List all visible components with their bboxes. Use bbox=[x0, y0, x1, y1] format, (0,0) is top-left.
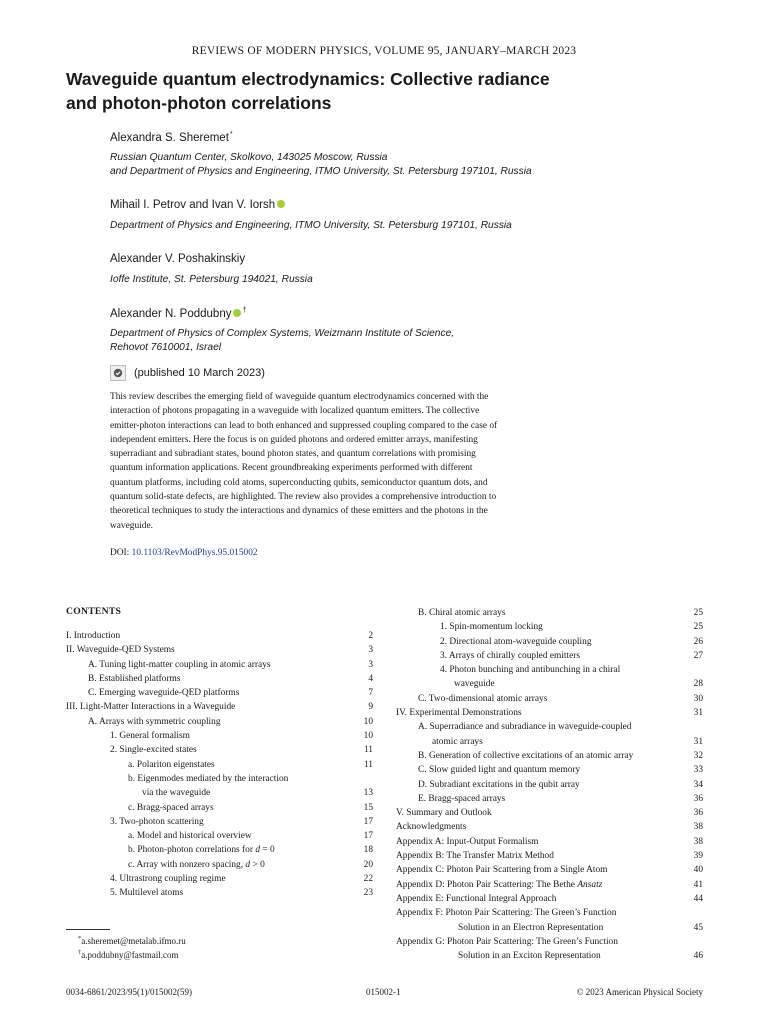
toc-entry-page: 13 bbox=[363, 788, 373, 799]
toc-entry-title: 3. Arrays of chirally coupled emitters bbox=[440, 650, 581, 661]
toc-entry-title: Solution in an Electron Representation bbox=[458, 922, 604, 933]
toc-entry-page: 36 bbox=[693, 793, 703, 804]
toc-right-column bbox=[396, 606, 703, 963]
abstract bbox=[110, 390, 562, 533]
toc-entry-title: Solution in an Exciton Representation bbox=[458, 951, 601, 962]
toc-entry-title: A. Tuning light-matter coupling in atomic arrays bbox=[88, 659, 271, 670]
toc-entry[interactable] bbox=[66, 658, 373, 672]
abstract-line: independent emitters. Here the focus is on guided photons and ordered emitter arrays, manifesting bbox=[110, 434, 478, 445]
toc-entry-page: 46 bbox=[693, 951, 703, 962]
affiliation-4 bbox=[110, 327, 454, 354]
toc-entry-page: 38 bbox=[693, 836, 703, 847]
toc-entry[interactable] bbox=[66, 700, 373, 714]
toc-entry[interactable] bbox=[66, 829, 373, 843]
affiliation-line: Department of Physics of Complex Systems, Weizmann Institute of Science, bbox=[110, 328, 455, 339]
footnote-mark: * bbox=[78, 935, 82, 942]
toc-entry-title: a. Model and historical overview bbox=[128, 831, 252, 842]
toc-entry-title: II. Waveguide-QED Systems bbox=[66, 645, 175, 656]
toc-entry[interactable] bbox=[396, 620, 703, 634]
toc-entry-title: Appendix G: Photon Pair Scattering: The Green’s Function bbox=[396, 936, 618, 947]
toc-entry-title: 1. General formalism bbox=[110, 731, 190, 742]
abstract-line: quantum information applications. Recent groundbreaking experiments performed with different bbox=[110, 463, 473, 474]
toc-entry-title: a. Polariton eigenstates bbox=[128, 759, 215, 770]
toc-entry-page: 26 bbox=[693, 636, 703, 647]
toc-entry[interactable] bbox=[396, 763, 703, 777]
toc-entry-title: b. Photon-photon correlations for d = 0 bbox=[128, 845, 275, 856]
toc-entry-title: 4. Ultrastrong coupling regime bbox=[110, 874, 226, 885]
toc-entry[interactable] bbox=[396, 806, 703, 820]
abstract-line: superradiant and subradiant states, bound photon states, and quantum correlations with promising bbox=[110, 449, 476, 460]
toc-entry[interactable] bbox=[66, 872, 373, 886]
toc-entry[interactable] bbox=[396, 606, 703, 620]
affiliation-line: Ioffe Institute, St. Petersburg 194021, Russia bbox=[110, 274, 313, 285]
affiliation-line: Department of Physics and Engineering, ITMO University, St. Petersburg 197101, Russia bbox=[110, 220, 512, 231]
toc-entry[interactable] bbox=[66, 643, 373, 657]
toc-entry-title: A. Arrays with symmetric coupling bbox=[88, 716, 221, 727]
footer-issn: 0034-6861/2023/95(1)/015002(59) bbox=[66, 987, 192, 997]
toc-entry-title: Appendix F: Photon Pair Scattering: The Green’s Function bbox=[396, 908, 617, 919]
toc-entry-title: b. Eigenmodes mediated by the interaction bbox=[128, 773, 289, 784]
toc-entry[interactable] bbox=[66, 801, 373, 815]
toc-entry-page: 22 bbox=[363, 874, 373, 885]
toc-entry[interactable] bbox=[66, 715, 373, 729]
footnote-divider bbox=[66, 929, 110, 930]
author-name-text: Alexandra S. Sheremet bbox=[110, 131, 229, 144]
toc-entry-page: 17 bbox=[363, 831, 373, 842]
footer-page-number: 015002-1 bbox=[366, 987, 401, 997]
footnote-1 bbox=[78, 935, 186, 946]
footnote-2 bbox=[78, 949, 179, 960]
toc-entry[interactable] bbox=[396, 692, 703, 706]
toc-entry-page: 39 bbox=[693, 851, 703, 862]
toc-entry-title: via the waveguide bbox=[142, 788, 211, 799]
toc-entry-title: B. Chiral atomic arrays bbox=[418, 608, 506, 618]
toc-entry-title: III. Light-Matter Interactions in a Waveguide bbox=[66, 702, 236, 713]
affiliation-line: and Department of Physics and Engineering, ITMO University, St. Petersburg 197101, Russia bbox=[110, 165, 532, 177]
toc-entry-page: 15 bbox=[363, 802, 373, 813]
abstract-line: This review describes the emerging field of waveguide quantum electrodynamics concerned with the bbox=[110, 392, 489, 402]
journal-header: REVIEWS OF MODERN PHYSICS, VOLUME 95, JANUARY–MARCH 2023 bbox=[191, 45, 577, 57]
footnote-mark[interactable]: * bbox=[229, 131, 233, 138]
toc-entry[interactable] bbox=[396, 849, 703, 863]
toc-entry[interactable] bbox=[396, 735, 703, 749]
author-name-4 bbox=[110, 307, 246, 320]
toc-entry-title: Acknowledgments bbox=[396, 822, 467, 833]
toc-entry[interactable] bbox=[396, 935, 703, 949]
toc-entry-title: Appendix B: The Transfer Matrix Method bbox=[396, 851, 554, 862]
toc-entry-title: A. Superradiance and subradiance in waveguide-coupled bbox=[418, 722, 632, 733]
abstract-line: quantum solid-state defects, are highlighted. The review also provides a comprehensive introduction to bbox=[110, 492, 497, 503]
toc-entry[interactable] bbox=[66, 672, 373, 686]
toc-entry-title: c. Bragg-spaced arrays bbox=[128, 802, 214, 813]
toc-entry[interactable] bbox=[66, 886, 373, 900]
toc-entry[interactable] bbox=[396, 820, 703, 834]
toc-entry-title: Appendix A: Input-Output Formalism bbox=[396, 836, 539, 847]
toc-entry-title: c. Array with nonzero spacing, d > 0 bbox=[128, 859, 265, 870]
toc-entry-title: Appendix C: Photon Pair Scattering from a Single Atom bbox=[396, 865, 608, 876]
toc-entry-title: E. Bragg-spaced arrays bbox=[418, 793, 506, 804]
author-name-text: Alexander V. Poshakinskiy bbox=[110, 253, 246, 265]
toc-entry-page: 44 bbox=[693, 893, 703, 904]
toc-entry-page: 36 bbox=[693, 808, 703, 819]
toc-entry[interactable] bbox=[396, 649, 703, 663]
toc-entry-title: Appendix D: Photon Pair Scattering: The Bethe Ansatz bbox=[396, 879, 603, 890]
toc-entry-page: 30 bbox=[693, 693, 703, 704]
toc-entry-page: 25 bbox=[693, 622, 703, 633]
toc-entry-title: 5. Multilevel atoms bbox=[110, 888, 184, 899]
title-line-1: Waveguide quantum electrodynamics: Collective radiance bbox=[66, 69, 550, 89]
toc-entry-page: 45 bbox=[693, 922, 703, 933]
toc-entry-title: B. Established platforms bbox=[88, 673, 181, 684]
toc-entry-page: 18 bbox=[363, 845, 373, 856]
toc-entry-title: B. Generation of collective excitations of an atomic array bbox=[418, 750, 634, 761]
toc-entry-title: C. Emerging waveguide-QED platforms bbox=[88, 688, 240, 699]
toc-entry-page: 3 bbox=[368, 645, 373, 656]
toc-entry-page: 10 bbox=[363, 731, 373, 742]
author-name-text: Alexander N. Poddubny bbox=[110, 307, 232, 320]
toc-entry-title: 1. Spin-momentum locking bbox=[440, 622, 543, 633]
toc-entry-title: atomic arrays bbox=[432, 736, 483, 747]
toc-entry-title: Appendix E: Functional Integral Approach bbox=[396, 893, 557, 904]
toc-entry[interactable] bbox=[396, 863, 703, 877]
toc-entry[interactable] bbox=[396, 892, 703, 906]
affiliation-3 bbox=[110, 273, 313, 287]
abstract-line: quantum platforms, including cold atoms, superconducting qubits, semiconductor quantum dots, and bbox=[110, 477, 488, 488]
toc-entry[interactable] bbox=[396, 835, 703, 849]
toc-entry[interactable] bbox=[66, 815, 373, 829]
toc-entry-page: 4 bbox=[368, 673, 373, 684]
toc-entry-title: waveguide bbox=[454, 679, 495, 690]
published-line bbox=[110, 365, 265, 381]
toc-entry[interactable] bbox=[66, 843, 373, 857]
toc-entry[interactable] bbox=[396, 720, 703, 734]
doi-line bbox=[110, 548, 258, 558]
affiliation-line: Rehovot 7610001, Israel bbox=[110, 341, 222, 353]
paper-title bbox=[66, 67, 686, 115]
toc-entry[interactable] bbox=[396, 949, 703, 963]
toc-entry[interactable] bbox=[66, 858, 373, 872]
affiliation-1 bbox=[110, 151, 532, 178]
toc-entry-page: 7 bbox=[368, 688, 373, 699]
abstract-line: waveguide. bbox=[110, 520, 153, 531]
toc-entry[interactable] bbox=[66, 629, 373, 643]
abstract-line: theoretical techniques to study the interactions and dynamics of these emitters and the photons in the bbox=[110, 506, 488, 517]
toc-entry[interactable] bbox=[66, 729, 373, 743]
toc-entry[interactable] bbox=[396, 921, 703, 935]
toc-entry-title: IV. Experimental Demonstrations bbox=[396, 708, 522, 719]
toc-entry-page: 33 bbox=[693, 765, 703, 776]
toc-entry[interactable] bbox=[396, 878, 703, 892]
toc-entry[interactable] bbox=[66, 772, 373, 786]
toc-entry[interactable] bbox=[66, 686, 373, 700]
toc-entry-page: 31 bbox=[693, 708, 703, 719]
toc-entry[interactable] bbox=[396, 706, 703, 720]
toc-entry-title: 2. Directional atom-waveguide coupling bbox=[440, 636, 592, 647]
toc-left-column bbox=[66, 629, 373, 901]
toc-entry[interactable] bbox=[396, 677, 703, 691]
toc-entry-title: D. Subradiant excitations in the qubit array bbox=[418, 779, 580, 790]
abstract-line: interaction of photons propagating in a waveguide with localized quantum emitters. The collective bbox=[110, 406, 480, 417]
toc-entry[interactable] bbox=[66, 743, 373, 757]
toc-entry-page: 34 bbox=[693, 779, 703, 790]
toc-entry-page: 25 bbox=[693, 608, 703, 618]
toc-entry-page: 11 bbox=[363, 759, 373, 770]
toc-entry[interactable] bbox=[396, 778, 703, 792]
contents-heading: CONTENTS bbox=[66, 606, 122, 617]
orcid-icon[interactable] bbox=[233, 309, 241, 317]
toc-entry[interactable] bbox=[396, 663, 703, 677]
toc-entry-page: 17 bbox=[363, 816, 373, 827]
toc-entry[interactable] bbox=[396, 635, 703, 649]
footer-copyright: © 2023 American Physical Society bbox=[576, 987, 703, 997]
toc-entry-title: C. Two-dimensional atomic arrays bbox=[418, 693, 548, 704]
toc-entry-page: 27 bbox=[693, 650, 703, 661]
toc-entry-page: 11 bbox=[363, 745, 373, 756]
footnote-mark[interactable]: † bbox=[242, 307, 247, 314]
toc-entry-page: 38 bbox=[693, 822, 703, 833]
affiliation-2 bbox=[110, 219, 512, 233]
toc-entry[interactable] bbox=[396, 906, 703, 920]
toc-entry-title: 4. Photon bunching and antibunching in a chiral bbox=[440, 665, 621, 676]
footnote-mark: † bbox=[78, 949, 82, 956]
toc-entry-title: I. Introduction bbox=[66, 631, 121, 641]
author-name-3 bbox=[110, 253, 245, 265]
abstract-line: emitter-photon interactions can lead to both enhanced and suppressed coupling compared to the case of bbox=[110, 420, 498, 431]
toc-entry[interactable] bbox=[66, 786, 373, 800]
published-date: (published 10 March 2023) bbox=[134, 367, 265, 379]
toc-entry-page: 20 bbox=[363, 859, 373, 870]
toc-entry-page: 28 bbox=[693, 679, 703, 690]
toc-entry-page: 31 bbox=[693, 736, 703, 747]
orcid-icon[interactable] bbox=[277, 200, 285, 208]
toc-entry-page: 2 bbox=[368, 631, 373, 641]
toc-entry-page: 10 bbox=[363, 716, 373, 727]
toc-entry-page: 32 bbox=[693, 750, 703, 761]
toc-entry-title: 2. Single-excited states bbox=[110, 745, 197, 756]
author-name-text: Mihail I. Petrov and Ivan V. Iorsh bbox=[110, 199, 276, 211]
toc-entry[interactable] bbox=[396, 792, 703, 806]
toc-entry-title: C. Slow guided light and quantum memory bbox=[418, 765, 581, 776]
author-name-2 bbox=[110, 199, 285, 211]
toc-entry-page: 41 bbox=[693, 879, 703, 890]
email-link[interactable]: a.poddubny@fastmail.com bbox=[81, 950, 179, 960]
check-for-updates-icon[interactable] bbox=[110, 365, 126, 381]
email-link[interactable]: a.sheremet@metalab.ifmo.ru bbox=[81, 936, 186, 946]
affiliation-line: Russian Quantum Center, Skolkovo, 143025 Moscow, Russia bbox=[110, 152, 388, 163]
doi-link[interactable]: 10.1103/RevModPhys.95.015002 bbox=[131, 548, 258, 558]
title-line-2: and photon-photon correlations bbox=[66, 93, 332, 113]
toc-entry-page: 40 bbox=[693, 865, 703, 876]
toc-entry-title: V. Summary and Outlook bbox=[396, 808, 492, 819]
doi-label: DOI: bbox=[110, 548, 130, 558]
author-name-1 bbox=[110, 131, 233, 144]
toc-entry-page: 23 bbox=[363, 888, 373, 899]
toc-entry[interactable] bbox=[66, 758, 373, 772]
toc-entry-page: 9 bbox=[368, 702, 373, 713]
toc-entry-title: 3. Two-photon scattering bbox=[110, 816, 204, 827]
toc-entry-page: 3 bbox=[368, 659, 373, 670]
toc-entry[interactable] bbox=[396, 749, 703, 763]
